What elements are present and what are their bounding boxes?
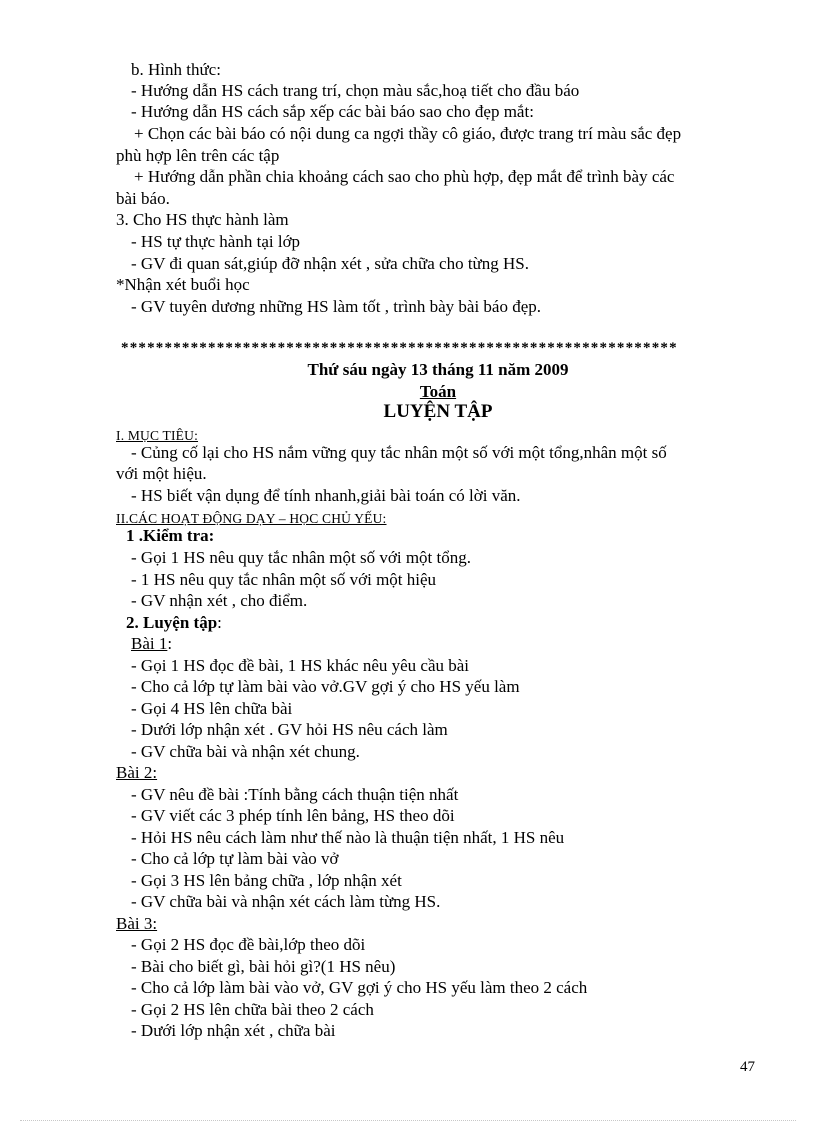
- text-line: *Nhận xét buổi học: [116, 275, 250, 294]
- text-line: - Hướng dẫn HS cách trang trí, chọn màu sắc,hoạ tiết cho đầu báo: [131, 81, 580, 100]
- text-line: - GV nhận xét , cho điểm.: [131, 591, 308, 610]
- section-heading-activities: II.CÁC HOẠT ĐỘNG DẠY – HỌC CHỦ YẾU:: [116, 511, 387, 526]
- text-line: - Gọi 2 HS đọc đề bài,lớp theo dõi: [131, 935, 366, 954]
- exercise-1-colon: :: [167, 634, 173, 653]
- subheading-check: 1 .Kiểm tra:: [126, 526, 215, 545]
- star-separator: ****************************************************************: [121, 340, 678, 356]
- exercise-1-label: Bài 1: [131, 634, 168, 653]
- text-line: bài báo.: [116, 189, 170, 208]
- exercise-title-1: [131, 633, 172, 655]
- exercise-title-3: Bài 3:: [116, 914, 158, 933]
- text-line: + Chọn các bài báo có nội dung ca ngợi thầy cô giáo, được trang trí màu sắc đẹp: [134, 124, 682, 143]
- text-line: - Hỏi HS nêu cách làm như thế nào là thuận tiện nhất, 1 HS nêu: [131, 828, 565, 847]
- text-line: - Dưới lớp nhận xét , chữa bài: [131, 1021, 336, 1040]
- text-line: - HS tự thực hành tại lớp: [131, 232, 301, 251]
- page-number: 47: [740, 1059, 755, 1075]
- text-line: - Củng cố lại cho HS nắm vững quy tắc nhân một số với một tổng,nhân một số: [131, 443, 667, 462]
- subheading-practice: [126, 612, 222, 634]
- text-line: phù hợp lên trên các tập: [116, 146, 280, 165]
- section-heading-objectives: I. MỤC TIÊU:: [116, 428, 199, 443]
- footer-divider: [20, 1120, 796, 1121]
- text-line: - Bài cho biết gì, bài hỏi gì?(1 HS nêu): [131, 957, 396, 976]
- text-line: - Gọi 1 HS nêu quy tắc nhân một số với một tổng.: [131, 548, 471, 567]
- text-line: - Gọi 2 HS lên chữa bài theo 2 cách: [131, 1000, 374, 1019]
- text-line: - Cho cả lớp làm bài vào vở, GV gợi ý cho HS yếu làm theo 2 cách: [131, 978, 588, 997]
- text-line: với một hiệu.: [116, 464, 207, 483]
- practice-label: 2. Luyện tập: [126, 613, 218, 632]
- text-line: - GV tuyên dương những HS làm tốt , trình bày bài báo đẹp.: [131, 297, 542, 316]
- text-line: - Cho cả lớp tự làm bài vào vở.GV gợi ý cho HS yếu làm: [131, 677, 520, 696]
- text-line: - HS biết vận dụng để tính nhanh,giải bài toán có lời văn.: [131, 486, 521, 505]
- text-line: - Gọi 1 HS đọc đề bài, 1 HS khác nêu yêu cầu bài: [131, 656, 470, 675]
- text-line: 3. Cho HS thực hành làm: [116, 210, 289, 229]
- text-line: - Gọi 3 HS lên bảng chữa , lớp nhận xét: [131, 871, 402, 890]
- text-line: - Cho cả lớp tự làm bài vào vở: [131, 849, 339, 868]
- text-line: - 1 HS nêu quy tắc nhân một số với một hiệu: [131, 570, 437, 589]
- text-line: - GV nêu đề bài :Tính bằng cách thuận tiện nhất: [131, 785, 459, 804]
- text-line: - GV đi quan sát,giúp đỡ nhận xét , sửa chữa cho từng HS.: [131, 254, 529, 273]
- text-line: - GV chữa bài và nhận xét chung.: [131, 742, 360, 761]
- text-line: - GV viết các 3 phép tính lên bảng, HS theo dõi: [131, 806, 455, 825]
- lesson-title: LUYỆN TẬP: [383, 401, 493, 422]
- text-line: - GV chữa bài và nhận xét cách làm từng HS.: [131, 892, 441, 911]
- text-line: - Gọi 4 HS lên chữa bài: [131, 699, 293, 718]
- exercise-title-2: Bài 2:: [116, 763, 158, 782]
- subject-title: Toán: [419, 382, 457, 401]
- practice-colon: :: [217, 613, 222, 632]
- text-line: b. Hình thức:: [131, 60, 221, 79]
- text-line: - Dưới lớp nhận xét . GV hỏi HS nêu cách làm: [131, 720, 448, 739]
- lesson-date: Thứ sáu ngày 13 tháng 11 năm 2009: [307, 360, 569, 379]
- text-line: - Hướng dẫn HS cách sắp xếp các bài báo sao cho đẹp mắt:: [131, 102, 534, 121]
- text-line: + Hướng dẫn phần chia khoảng cách sao cho phù hợp, đẹp mắt để trình bày các: [134, 167, 675, 186]
